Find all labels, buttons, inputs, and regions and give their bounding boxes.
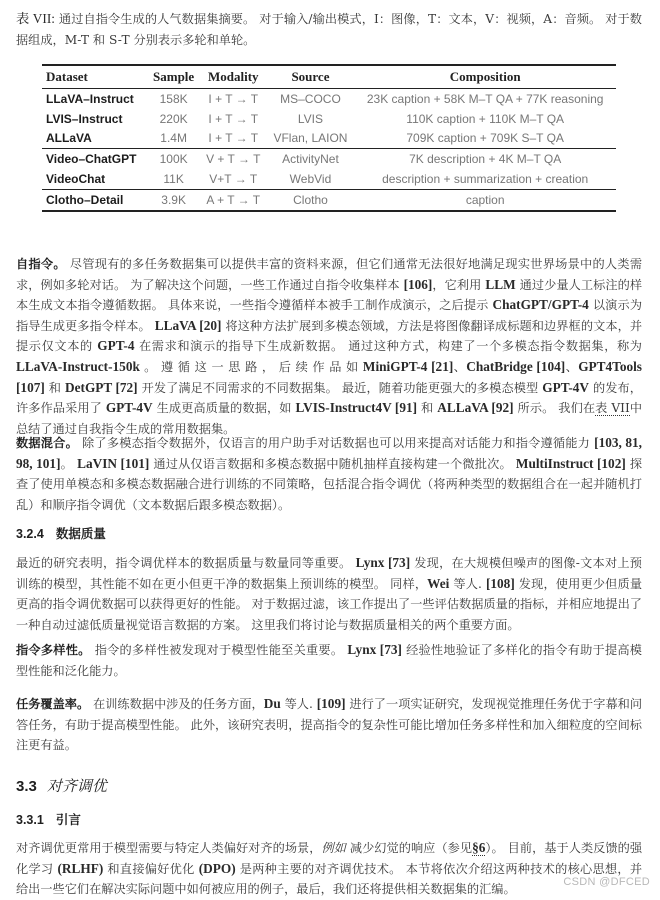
term: (RLHF) — [57, 860, 104, 876]
paragraph-lead: 数据混合。 — [16, 436, 78, 450]
paragraph-self-instruct — [16, 254, 642, 439]
cell-dataset: VideoChat — [46, 172, 106, 187]
text: 和 — [417, 401, 438, 416]
citation-link[interactable]: MiniGPT-4 [21] — [362, 358, 454, 374]
paragraph-instruction-diversity — [16, 640, 642, 681]
text: 在训练数据中涉及的任务方面， — [89, 697, 264, 711]
text: 所示。 我们在 — [513, 401, 596, 416]
text: 最近的研究表明，指令调优样本的数据质量与数量同等重要。 — [16, 556, 356, 570]
cell-sample: 100K — [147, 149, 200, 169]
caption-text: 通过自指令生成的人气数据集摘要。 对于输入/输出模式，I：图像，T：文本，V：视频，A：音频。 对于数据组成，M-T 和 S-T 分别表示多轮和单轮。 — [16, 12, 642, 47]
section-title: 引言 — [55, 813, 81, 827]
author-name: Wei — [427, 575, 450, 591]
cell-sample: 3.9K — [147, 189, 200, 210]
text: 对齐调优更常用于模型需要与特定人类偏好对齐的场景， — [16, 841, 322, 855]
text: 尽管现有的多任务数据集可以提供丰富的资料来源，但它们通常无法很好地满足现实世界场景中的人类需求，例如多轮对话。 为了解决这个问题，一些工作通过自指令收集样本 — [16, 257, 643, 292]
text: 、 — [565, 359, 579, 374]
paragraph-lead: 指令多样性。 — [16, 643, 91, 657]
citation-link[interactable]: [108] — [485, 575, 515, 591]
cell-source: WebVid — [289, 172, 332, 187]
text-italic: 例如 — [321, 841, 346, 855]
cell-sample: 1.4M — [160, 131, 187, 146]
text: 在需求和演示的指导下生成新数据。 通过这种方式，构建了一个多模态指令数据集，称为 — [134, 339, 642, 354]
table-row — [42, 109, 616, 129]
text: 等人. — [280, 697, 317, 711]
text: 将这种方法扩展到多模态领域，方法是将图像翻译成标题和边界框的文本，并提示仅文本的 — [16, 318, 643, 354]
citation-link[interactable]: LVIS-Instruct4V [91] — [295, 400, 418, 416]
dataset-table — [42, 64, 616, 212]
watermark: CSDN @DFCED — [563, 876, 650, 888]
cell-dataset: Clotho–Detail — [42, 189, 147, 210]
table-row — [42, 149, 616, 169]
text: 除了多模态指令数据外，仅语言的用户助手对话数据也可以用来提高对话能力和指令遵循能力 — [77, 436, 595, 450]
citation-link[interactable]: Lynx [73] — [355, 555, 411, 570]
term: (DPO) — [198, 860, 236, 876]
text: 和直接偏好优化 — [103, 861, 199, 876]
header-modality: Modality — [200, 65, 267, 89]
cell-dataset: Video–ChatGPT — [42, 149, 147, 169]
text: 减少幻觉的响应（参见 — [345, 841, 473, 855]
cell-source: ActivityNet — [267, 149, 355, 169]
term: ChatGPT/GPT-4 — [492, 297, 589, 313]
cell-dataset: LVIS–Instruct — [46, 111, 123, 126]
table-header-row — [42, 65, 616, 89]
section-heading-3-3-1 — [16, 810, 81, 828]
term: GPT-4V — [542, 379, 590, 395]
cell-modality: I + T → T — [208, 91, 259, 106]
citation-link[interactable]: [103, 81, 98, 101] — [16, 435, 643, 471]
table-row — [42, 89, 616, 109]
citation-link[interactable]: LLaVA [20] — [154, 317, 222, 333]
text: 的发布，许多作品采用了 — [16, 380, 642, 416]
text: 是两种主要的对齐调优技术。 本节将依次介绍这两种技术的核心思想，并给出一些它们在解决实际问题中如何被应用的例子，最后，我们还将提供相关数据集的汇编。 — [16, 861, 643, 897]
text: 中总结了通过自我指令生成的常用数据集。 — [16, 401, 643, 436]
cell-sample: 158K — [159, 91, 188, 106]
paragraph-lead: 任务覆盖率。 — [16, 697, 90, 711]
text: 生成更高质量的数据，如 — [152, 401, 296, 416]
cell-composition: description + summarization + creation — [382, 172, 589, 187]
text: 等人. — [449, 576, 486, 591]
paragraph-lead: 自指令。 — [16, 257, 66, 271]
cell-composition: caption — [354, 189, 616, 210]
text: ，它利用 — [432, 277, 486, 292]
cell-source: Clotho — [267, 189, 355, 210]
cell-modality: V + T → T — [200, 149, 267, 169]
text: 。 — [60, 456, 78, 471]
cell-sample: 220K — [159, 111, 188, 126]
text: 进行了一项实证研究，发现视觉推理任务优于字幕和问答任务，有助于提高模型性能。 此外，该研究表明，提高指令的复杂性可能比增加任务多样性和加入细粒度的空间标注更有益。 — [16, 697, 643, 753]
table-reference-link[interactable]: 表 VII — [595, 401, 630, 416]
cell-composition: 7K description + 4K M–T QA — [354, 149, 616, 169]
section-title: 对齐调优 — [46, 777, 107, 795]
cell-composition: 23K caption + 58K M–T QA + 77K reasoning — [366, 91, 604, 106]
citation-link[interactable]: [106] — [403, 276, 433, 292]
caption-label: 表 VII: — [16, 11, 55, 26]
citation-link[interactable]: GPT4Tools [107] — [16, 358, 642, 395]
cell-dataset: ALLaVA — [46, 131, 92, 146]
cell-source: VFlan, LAION — [273, 131, 348, 146]
citation-link[interactable]: ChatBridge [104] — [466, 358, 566, 374]
text: ）。 目前，基于人类反馈的强化学习 — [16, 841, 643, 876]
cell-source: LVIS — [297, 111, 324, 126]
table-row — [42, 189, 616, 210]
term: GPT-4 — [97, 338, 135, 354]
text: 通过从仅语言数据和多模态数据中随机抽样直接构建一个微批次。 — [149, 456, 516, 471]
cell-composition: 709K caption + 709K S–T QA — [406, 131, 564, 146]
text: 和 — [44, 380, 66, 395]
cell-modality: A + T → T — [200, 189, 267, 210]
citation-link[interactable]: ALLaVA [92] — [437, 400, 514, 416]
text: 。 遵 循 这 一 思 路 ， 后 续 作 品 如 — [139, 359, 363, 374]
cell-modality: I + T → T — [208, 111, 259, 126]
paragraph-task-coverage — [16, 694, 642, 756]
section-number: 3.2.4 — [16, 527, 44, 541]
term: LLM — [485, 276, 516, 292]
text: 发现，使用更少但质量更高的指令调优数据可以获得更好的性能。 对于数据过滤，该工作提出了一些评估数据质量的指标，并相应地提出了一种自动过滤低质量视觉语言数据的方案。 这里我们将讨论与数据质量相关的两个重要方面。 — [16, 576, 643, 632]
citation-link[interactable]: LaVIN [101] — [77, 455, 150, 471]
header-sample: Sample — [147, 65, 200, 89]
header-composition: Composition — [354, 65, 616, 89]
table-caption — [16, 9, 642, 50]
citation-link[interactable]: DetGPT [72] — [65, 379, 138, 395]
section-number: 3.3 — [16, 778, 37, 795]
text: 、 — [453, 359, 467, 374]
citation-link[interactable]: MultiInstruct [102] — [515, 455, 626, 471]
cell-source: MS–COCO — [280, 91, 341, 106]
section-heading-3-3 — [16, 775, 107, 796]
header-dataset: Dataset — [42, 65, 147, 89]
citation-link[interactable]: [109] — [316, 696, 346, 711]
cell-sample: 11K — [163, 172, 184, 187]
cell-composition: 110K caption + 110K M–T QA — [406, 111, 565, 126]
term: LLaVA-Instruct-150k — [16, 358, 140, 374]
header-source: Source — [267, 65, 355, 89]
section-heading-3-2-4 — [16, 524, 106, 542]
author-name: Du — [263, 696, 281, 711]
cell-modality: I + T → T — [208, 131, 259, 146]
cell-modality: V+T → T — [209, 172, 258, 187]
text: 发现，在大规模但噪声的图像-文本对上预训练的模型，其性能不如在更小但更干净的数据集上预训练的模型。 同样， — [16, 556, 642, 591]
text: 指令的多样性被发现对于模型性能至关重要。 — [90, 643, 348, 657]
cell-dataset: LLaVA–Instruct — [46, 91, 134, 106]
section-title: 数据质量 — [55, 527, 106, 541]
paragraph-data-mixing — [16, 433, 642, 515]
text: 经验性地验证了多样化的指令有助于提高模型性能和泛化能力。 — [16, 643, 642, 678]
text: 以演示为指导生成更多指令样本。 — [16, 298, 643, 333]
section-reference-link[interactable]: §6 — [472, 840, 486, 855]
text: 通过少量人工标注的样本生成文本指令遵循数据。 具体来说，一些指令遵循样本被手工制作成演示，之后提示 — [16, 277, 643, 313]
text: 开发了满足不同需求的不同数据集。 最近，随着功能更强大的多模态模型 — [137, 380, 543, 395]
citation-link[interactable]: Lynx [73] — [347, 642, 402, 657]
table-row — [42, 169, 616, 189]
paragraph-data-quality — [16, 553, 642, 635]
text: 探查了使用单模态和多模态数据融合进行训练的不同策略，包括混合指令调优（将两种类型的数据组合在一起并随机打乱）和顺序指令调优（文本数据后跟多模态数据）。 — [16, 456, 643, 512]
term: GPT-4V — [105, 400, 153, 416]
table-row — [42, 129, 616, 149]
paragraph-alignment-intro — [16, 838, 642, 900]
section-number: 3.3.1 — [16, 813, 44, 827]
